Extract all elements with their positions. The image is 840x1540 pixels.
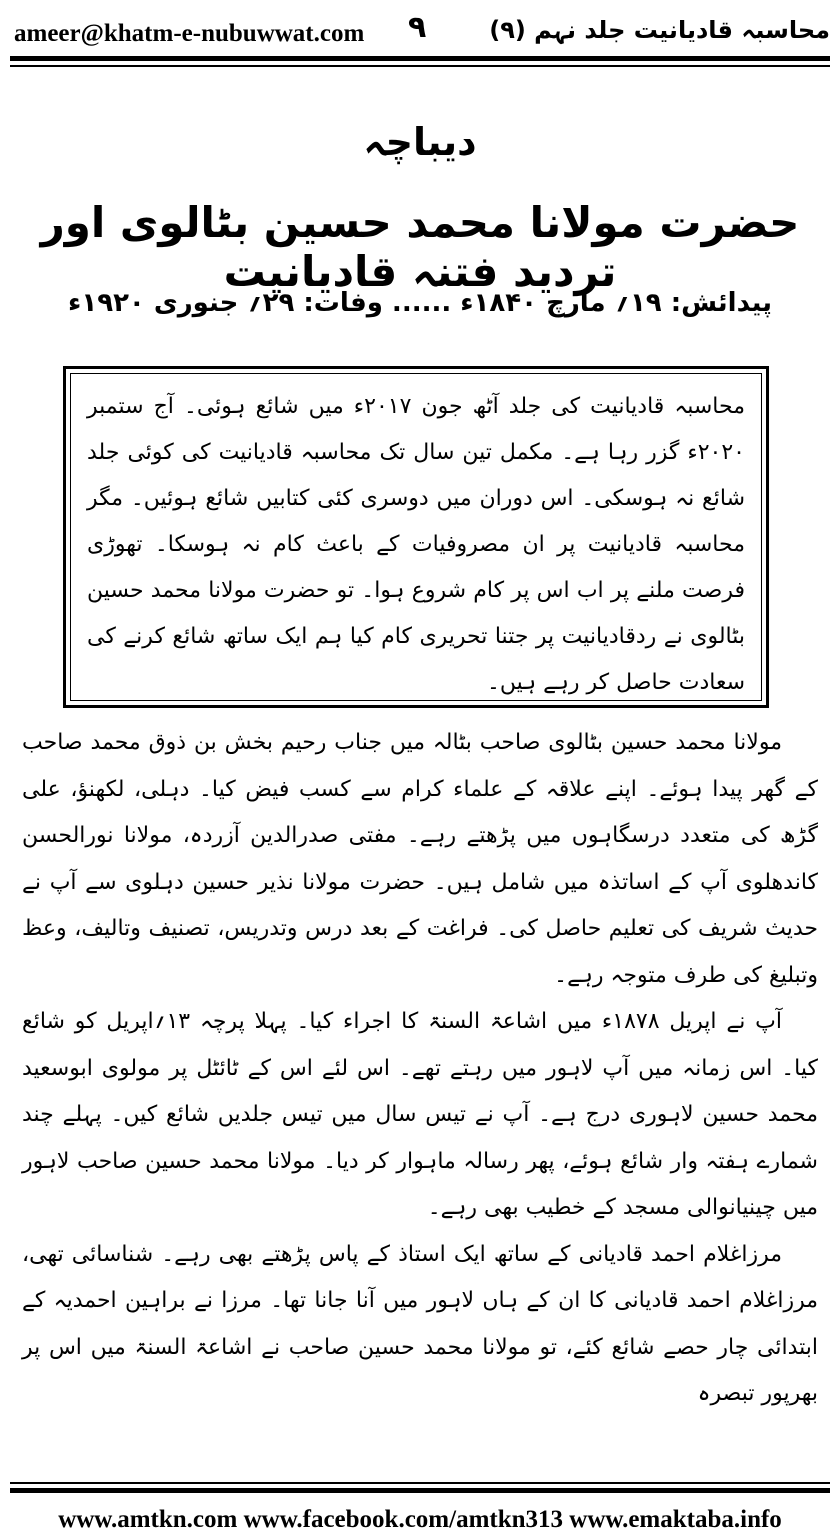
birth-death-dates: پیدائش: ۱۹؍ مارچ ۱۸۴۰ء ...... وفات: ۲۹؍ جنوری ۱۹۲۰ء — [68, 288, 772, 318]
notice-text: محاسبہ قادیانیت کی جلد آٹھ جون ۲۰۱۷ء میں شائع ہوئی۔ آج ستمبر ۲۰۲۰ء گزر رہا ہے۔ مکمل تین سال تک محاسبہ قادیانیت کی کوئی جلد شائع نہ ہوسکی۔ اس دوران میں دوسری کئی کتابیں شائع ہوئیں۔ مگر محاسبہ قادیانیت پر ان مصروفیات کے باعث کام نہ ہوسکا۔ تھوڑی فرصت ملنے پر اب اس پر کام شروع ہوا۔ تو حضرت مولانا محمد حسین بٹالوی نے ردقادیانیت پر جتنا تحریری کام کیا ہم ایک ساتھ شائع کرنے کی سعادت حاصل کر رہے ہیں۔ — [70, 373, 762, 701]
paragraph-1: مولانا محمد حسین بٹالوی صاحب بٹالہ میں جناب رحیم بخش بن ذوق محمد صاحب کے گھر پیدا ہوئے۔ اپنے علاقہ کے علماء کرام سے کسب فیض کیا۔ دہلی، لکھنؤ، علی گڑھ کی متعدد درسگاہوں میں پڑھتے رہے۔ مفتی صدرالدین آزردہ، مولانا نورالحسن کاندھلوی آپ کے اساتذہ میں شامل ہیں۔ حضرت مولانا نذیر حسین دہلوی سے آپ نے حدیث شریف کی تعلیم حاصل کی۔ فراغت کے بعد درس وتدریس، تصنیف وتالیف، وعظ وتبلیغ کی طرف متوجہ رہے۔ — [22, 730, 818, 988]
paragraph-3: مرزاغلام احمد قادیانی کے ساتھ ایک استاذ کے پاس پڑھتے بھی رہے۔ شناسائی تھی، مرزاغلام احمد قادیانی کا ان کے ہاں لاہور میں آنا جانا تھا۔ مرزا نے براہین احمدیہ کے ابتدائی چار حصے شائع کئے، تو مولانا محمد حسین صاحب نے اشاعۃ السنۃ میں اس پر بھرپور تبصرہ — [22, 1241, 818, 1406]
page-footer — [0, 1488, 840, 1540]
paragraph-2: آپ نے اپریل ۱۸۷۸ء میں اشاعۃ السنۃ کا اجراء کیا۔ پہلا پرچہ ۱۳؍اپریل کو شائع کیا۔ اس زمانہ میں آپ لاہور میں رہتے تھے۔ اس لئے اس کے ٹائٹل پر مولوی ابوسعید محمد حسین لاہوری درج ہے۔ آپ نے تیس سال میں تیس جلدیں شائع کیں۔ پہلے چند شمارے ہفتہ وار شائع ہوئے، پھر رسالہ ماہوار کر دیا۔ مولانا محمد حسین صاحب لاہور میں چینیانوالی مسجد کے خطیب بھی رہے۔ — [22, 1009, 818, 1220]
book-title: محاسبہ قادیانیت جلد نہم (۹) — [489, 16, 830, 44]
footer-rule-thin — [10, 1482, 830, 1484]
footer-links: www.amtkn.com www.facebook.com/amtkn313 www.emaktaba.info — [58, 1506, 782, 1533]
header-rule-thin — [10, 65, 830, 67]
page-number: ۹ — [408, 10, 427, 45]
header-rule-thick — [10, 56, 830, 61]
notice-box — [63, 366, 769, 708]
header-email: ameer@khatm-e-nubuwwat.com — [14, 20, 365, 47]
article-body — [22, 720, 818, 1418]
article-title: حضرت مولانا محمد حسین بٹالوی اور تردید فتنہ قادیانیت — [40, 198, 800, 296]
preface-heading: دیباچہ — [363, 120, 477, 164]
